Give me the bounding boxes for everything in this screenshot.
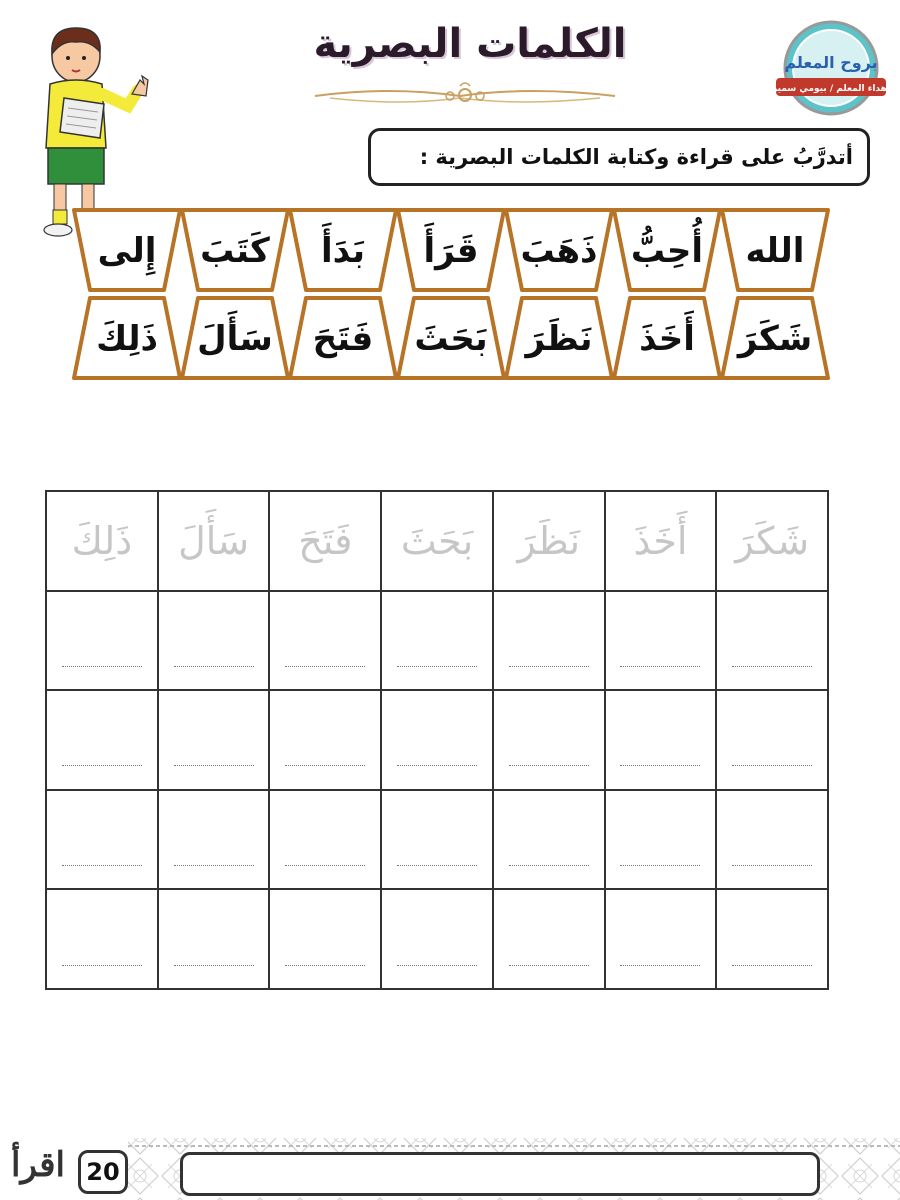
writing-cell[interactable] [46,889,158,989]
trace-word: أَخَذَ [633,518,688,563]
tile-word: ذَلِكَ [96,319,158,359]
tile-word: بَدَأَ [320,231,366,271]
instruction-text: أتدرَّبُ على قراءة وكتابة الكلمات البصرية : [419,145,853,169]
dotted-writing-line [509,666,589,667]
title-ornament [310,80,620,110]
writing-cell[interactable] [605,690,717,790]
practice-table [45,490,829,990]
dotted-writing-line [174,965,254,966]
dotted-writing-line [620,666,700,667]
tile-word: شَكَرَ [737,319,813,359]
trace-cell [269,491,381,591]
trace-cell [716,491,828,591]
dotted-writing-line [620,865,700,866]
dotted-writing-line [174,765,254,766]
dotted-writing-line [732,765,812,766]
writing-cell[interactable] [493,690,605,790]
iqra-text: اقرأ [11,1145,65,1185]
writing-cell[interactable] [46,591,158,691]
trace-cell [46,491,158,591]
logo-top-text: بروح المعلم [784,53,878,72]
writing-cell[interactable] [46,690,158,790]
trace-row [46,491,828,591]
iqra-calligraphy-logo [2,1112,74,1198]
dotted-writing-line [62,765,142,766]
trace-word: بَحَثَ [400,518,474,563]
dotted-writing-line [509,865,589,866]
tile-word: أُحِبُّ [630,231,704,271]
tile-word: فَتَحَ [312,319,374,359]
word-tiles [72,206,832,384]
writing-cell[interactable] [716,591,828,691]
tile-word: إِلى [97,231,157,271]
dotted-writing-line [620,965,700,966]
writing-cell[interactable] [269,790,381,890]
dotted-writing-line [285,765,365,766]
writing-cell[interactable] [605,889,717,989]
writing-cell[interactable] [381,591,493,691]
dotted-writing-line [285,865,365,866]
trace-word: نَظَرَ [517,518,581,563]
dotted-writing-line [174,666,254,667]
writing-cell[interactable] [381,889,493,989]
logo-banner-text: إهداء المعلم / بيومي سمير [772,84,890,94]
trace-cell [493,491,605,591]
tile-word: قَرَأَ [423,231,479,271]
writing-row [46,889,828,989]
writing-cell[interactable] [493,591,605,691]
writing-cell[interactable] [493,790,605,890]
writing-row [46,690,828,790]
dotted-writing-line [62,666,142,667]
trace-word: شَكَرَ [735,518,810,563]
dotted-writing-line [397,765,477,766]
trace-word: فَتَحَ [298,518,353,563]
writing-cell[interactable] [716,690,828,790]
tiles-row-1 [74,210,828,290]
trace-cell [158,491,270,591]
tile-word: بَحَثَ [414,319,488,359]
tile-word: أَخَذَ [639,319,695,359]
writing-cell[interactable] [605,591,717,691]
dotted-writing-line [174,865,254,866]
writing-row [46,591,828,691]
trace-word: سَأَلَ [178,518,250,563]
tile-word: سَأَلَ [197,319,273,359]
trace-cell [605,491,717,591]
dotted-writing-line [509,765,589,766]
dotted-writing-line [732,666,812,667]
dotted-writing-line [285,666,365,667]
writing-row [46,790,828,890]
writing-cell[interactable] [158,690,270,790]
dotted-writing-line [62,965,142,966]
tiles-row-2 [74,298,828,378]
writing-cell[interactable] [269,889,381,989]
tile-word: كَتَبَ [200,231,270,271]
tile-word: ذَهَبَ [520,231,598,271]
page-number: 20 [78,1150,128,1194]
trace-word: ذَلِكَ [71,518,133,563]
dotted-writing-line [397,965,477,966]
writing-cell[interactable] [716,889,828,989]
dotted-writing-line [732,865,812,866]
writing-cell[interactable] [158,591,270,691]
writing-cell[interactable] [493,889,605,989]
dotted-writing-line [732,965,812,966]
writing-cell[interactable] [46,790,158,890]
page-title: الكلمات البصرية [313,21,627,67]
footer-name-box [180,1152,820,1196]
writing-cell[interactable] [381,690,493,790]
trace-cell [381,491,493,591]
dotted-writing-line [620,765,700,766]
tile-word: الله [745,231,805,271]
instruction-box [368,128,870,186]
tile-word: نَظَرَ [525,319,593,359]
writing-cell[interactable] [269,690,381,790]
dotted-writing-line [509,965,589,966]
publisher-logo [772,18,890,118]
dotted-writing-line [62,865,142,866]
dotted-writing-line [397,666,477,667]
writing-cell[interactable] [716,790,828,890]
writing-cell[interactable] [381,790,493,890]
dotted-writing-line [285,965,365,966]
writing-cell[interactable] [605,790,717,890]
writing-cell[interactable] [158,790,270,890]
dotted-writing-line [397,865,477,866]
writing-cell[interactable] [158,889,270,989]
writing-cell[interactable] [269,591,381,691]
